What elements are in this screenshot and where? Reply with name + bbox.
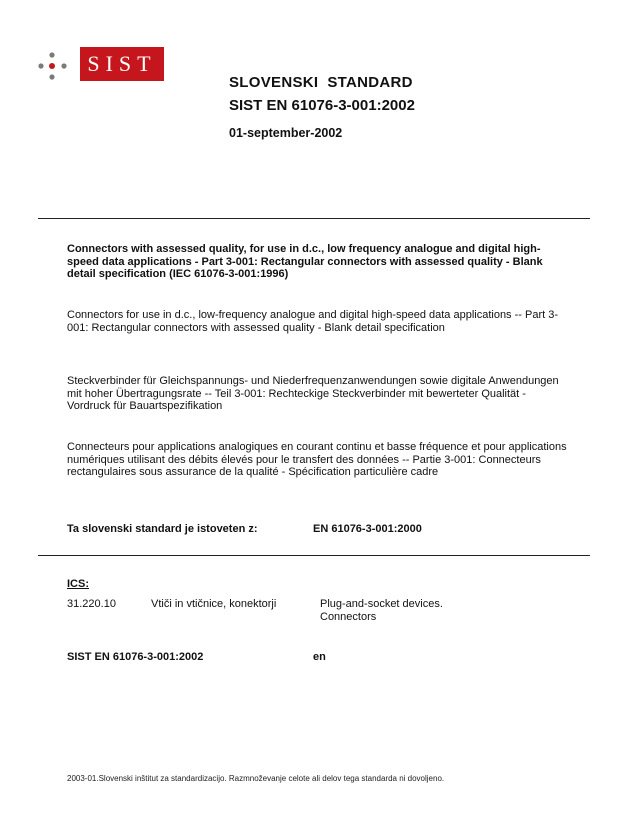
ics-description-en-line1: Plug-and-socket devices. <box>320 598 443 610</box>
standard-heading: SLOVENSKI STANDARD <box>229 74 413 91</box>
standard-date: 01-september-2002 <box>229 126 343 140</box>
standard-code: SIST EN 61076-3-001:2002 <box>229 97 415 114</box>
sist-logo <box>80 47 164 81</box>
document-code: SIST EN 61076-3-001:2002 <box>67 651 204 663</box>
top-divider <box>38 218 590 219</box>
copyright-footer: 2003-01.Slovenski inštitut za standardizacijo. Razmnoževanje celote ali delov tega standarda ni dovoljeno. <box>67 774 445 783</box>
ics-label: ICS: <box>67 578 89 590</box>
ics-description-en <box>320 598 480 624</box>
title-english: Connectors for use in d.c., low-frequency analogue and digital high-speed data applications -- Part 3-001: Rectangular connectors with assessed quality - Blank detail specification <box>67 309 559 334</box>
ics-code: 31.220.10 <box>67 598 116 610</box>
identity-value: EN 61076-3-001:2000 <box>313 523 422 535</box>
identity-label: Ta slovenski standard je istoveten z: <box>67 523 258 535</box>
title-primary: Connectors with assessed quality, for use in d.c., low frequency analogue and digital high-speed data applications - Part 3-001: Rectangular connectors with assessed quality - Blank detail specification (IEC 61076-3-001:1996) <box>67 243 543 280</box>
title-german: Steckverbinder für Gleichspannungs- und Niederfrequenzanwendungen sowie digitale Anwendungen mit hoher Übertragungsrate -- Teil 3-001: Rechteckige Steckverbinder mit bewerteter Qualität - Vordruck für Bauartspezifikation <box>67 375 559 412</box>
middle-divider <box>38 555 590 556</box>
ics-description-sl: Vtiči in vtičnice, konektorji <box>151 598 277 610</box>
ics-description-en-line2: Connectors <box>320 611 377 623</box>
logo-text: SIST <box>87 51 157 76</box>
document-language: en <box>313 651 326 663</box>
title-french: Connecteurs pour applications analogiques en courant continu et basse fréquence et pour applications numériques utilisant des débits élevés pour le transfert des données -- Partie 3-001: Connecteurs rectangulaires sous assurance de la qualité - Spécification particulière cadre <box>67 441 567 478</box>
logo-dots-icon <box>36 50 76 86</box>
